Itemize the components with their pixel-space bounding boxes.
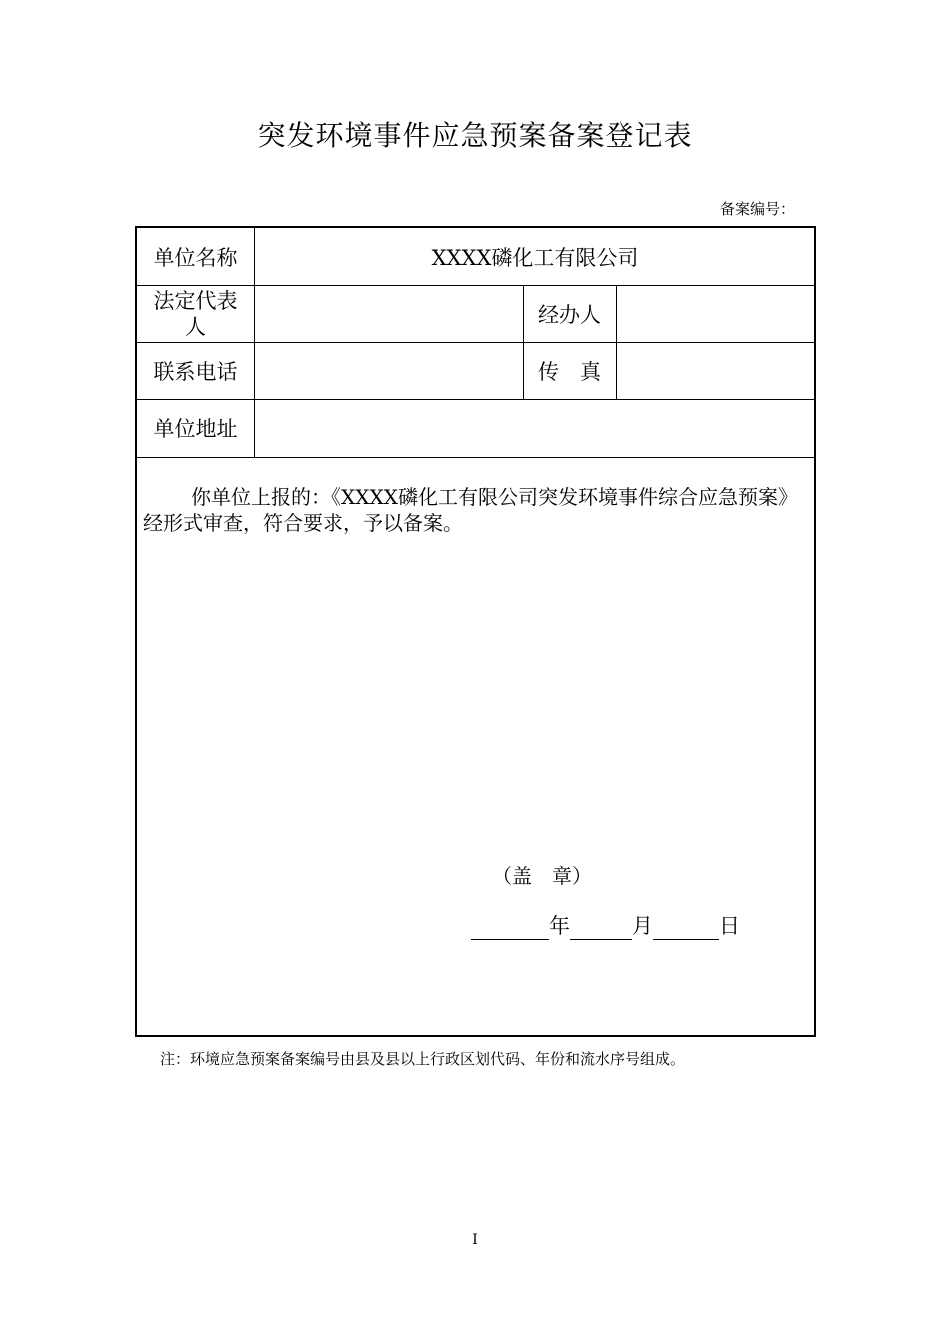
handler-label: 经办人 [538, 302, 601, 327]
year-label: 年 [549, 914, 570, 938]
registration-form [135, 226, 816, 1037]
month-label: 月 [632, 914, 653, 938]
day-label: 日 [719, 914, 740, 938]
row-divider [137, 457, 814, 458]
record-number-label: 备案编号： [719, 200, 795, 218]
handler-value[interactable] [616, 285, 816, 342]
phone-value[interactable] [254, 342, 523, 399]
unit-name-value[interactable]: XXXX磷化工有限公司 [431, 245, 639, 270]
fax-value[interactable] [616, 342, 816, 399]
unit-name-label: 单位名称 [153, 245, 238, 270]
year-blank[interactable] [471, 917, 549, 940]
seal-label: （盖 章） [492, 864, 592, 888]
legal-representative-label: 法定代表人 [153, 288, 238, 339]
filing-statement: 你单位上报的：《XXXX磷化工有限公司突发环境事件综合应急预案》经形式审查，符合要求，予以备案。 [143, 485, 798, 535]
page-number: I [472, 1232, 478, 1248]
page-title: 突发环境事件应急预案备案登记表 [257, 119, 693, 152]
address-value[interactable] [254, 399, 816, 457]
date-line [471, 910, 740, 940]
day-blank[interactable] [653, 917, 719, 940]
month-blank[interactable] [570, 917, 632, 940]
legal-representative-value[interactable] [254, 285, 523, 342]
footnote: 注：环境应急预案备案编号由县及县以上行政区划代码、年份和流水序号组成。 [160, 1050, 686, 1068]
address-label: 单位地址 [153, 417, 238, 441]
phone-label: 联系电话 [153, 359, 238, 384]
fax-label: 传 真 [538, 359, 601, 384]
legal-representative-label-cell [137, 285, 254, 342]
